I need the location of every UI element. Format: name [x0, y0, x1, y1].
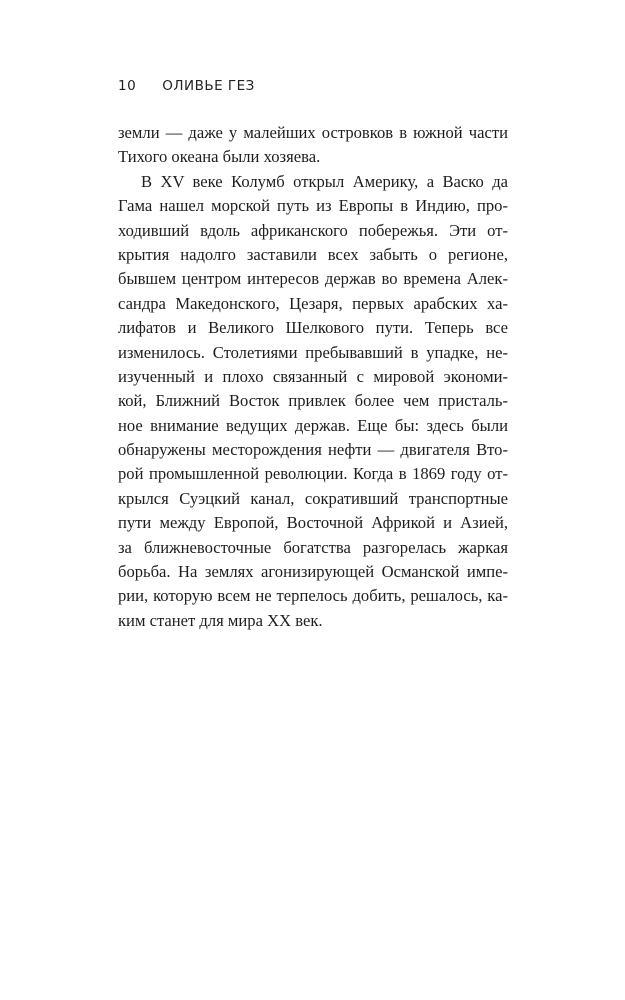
text-line: лифатов и Великого Шелкового пути. Теперь все: [118, 318, 508, 338]
text-line: ходивший вдоль африканского побережья. Эти от-: [118, 220, 508, 240]
text-line: кой, Ближний Восток привлек более чем присталь-: [118, 391, 508, 411]
text-line: борьба. На землях агонизирующей Османской импе-: [118, 562, 508, 582]
text-line: пути между Европой, Восточной Африкой и Азией,: [118, 513, 508, 533]
text-line: ное внимание ведущих держав. Еще бы: здесь были: [118, 415, 508, 435]
text-line: сандра Македонского, Цезаря, первых арабских ха-: [118, 293, 508, 313]
text-line: крылся Суэцкий канал, сокративший транспортные: [118, 488, 508, 508]
text-line: земли — даже у малейших островков в южной части: [118, 123, 508, 142]
text-line: рой промышленной революции. Когда в 1869 году от-: [118, 464, 508, 484]
text-line: крытия надолго заставили всех забыть о регионе,: [118, 244, 508, 264]
text-line: за ближневосточные богатства разгорелась жаркая: [118, 537, 508, 557]
author-name: ОЛИВЬЕ ГЕЗ: [162, 78, 255, 94]
text-line: рии, которую всем не терпелось добить, решалось, ка-: [118, 586, 508, 606]
page-number: 10: [118, 78, 137, 94]
text-line: изменилось. Столетиями пребывавший в упадке, не-: [118, 342, 508, 362]
text-line: В XV веке Колумб открыл Америку, а Васко да: [141, 171, 508, 191]
text-line: ким станет для мира XX век.: [118, 610, 323, 630]
text-line: Гама нашел морской путь из Европы в Индию, про-: [118, 196, 508, 216]
text-line: Тихого океана были хозяева.: [118, 147, 321, 167]
text-line: обнаружены месторождения нефти — двигателя Вто-: [118, 440, 508, 460]
running-head: [118, 78, 255, 94]
text-line: бывшем центром интересов держав во времена Алек-: [118, 269, 508, 289]
text-line: изученный и плохо связанный с мировой экономи-: [118, 366, 508, 386]
body-text: [118, 121, 508, 633]
